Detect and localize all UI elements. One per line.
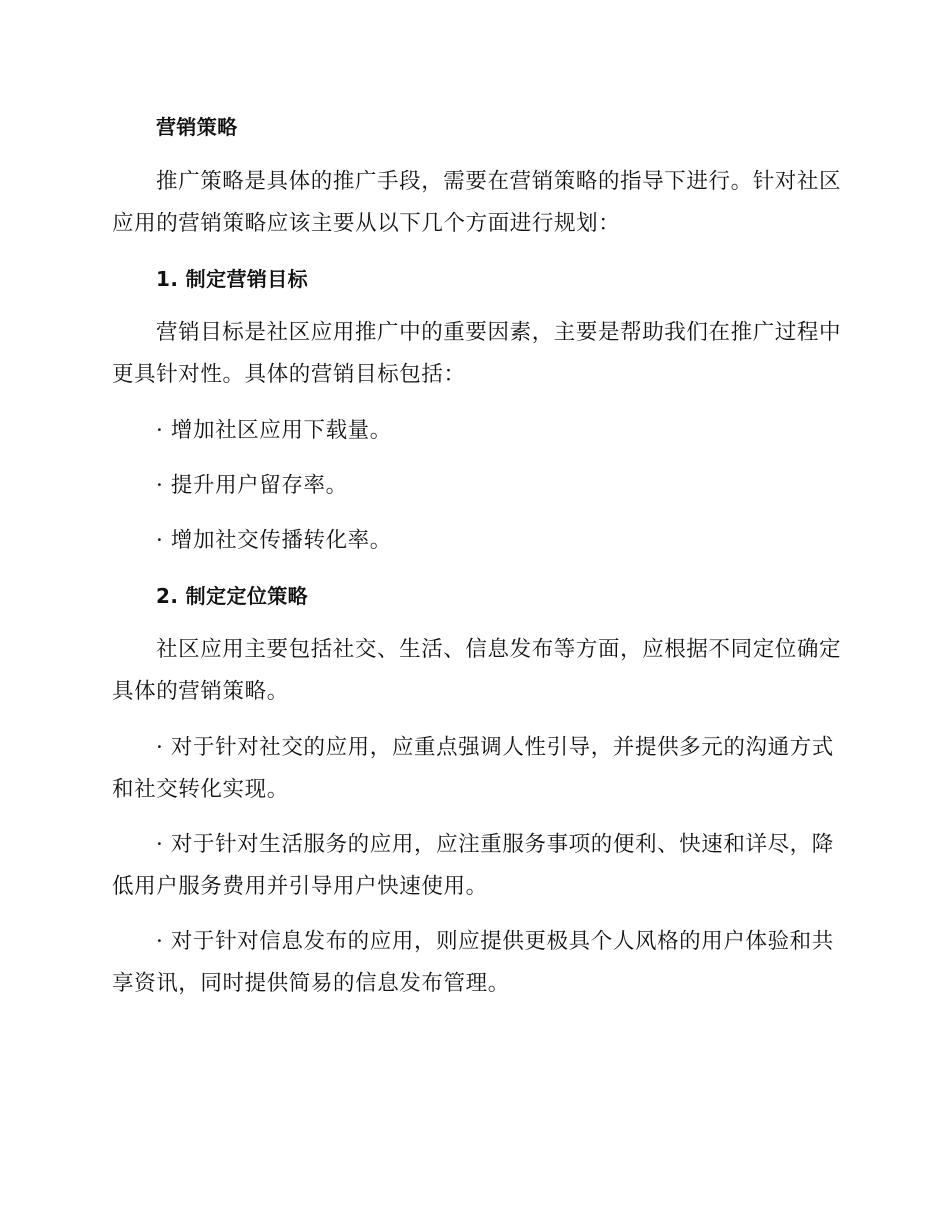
positioning-bullet-social-line: 和社交转化实现。 bbox=[112, 777, 289, 802]
goals-paragraph-line: 营销目标是社区应用推广中的重要因素，主要是帮助我们在推广过程中 bbox=[156, 320, 842, 345]
goal-bullet-item: · 增加社区应用下载量。 bbox=[156, 418, 392, 443]
subsection-heading-marketing-goals: 1. 制定营销目标 bbox=[156, 267, 309, 291]
positioning-paragraph-line: 社区应用主要包括社交、生活、信息发布等方面，应根据不同定位确定 bbox=[156, 637, 842, 662]
intro-paragraph-line: 推广策略是具体的推广手段，需要在营销策略的指导下进行。针对社区 bbox=[156, 169, 842, 194]
section-title: 营销策略 bbox=[156, 115, 238, 139]
goals-paragraph-line: 更具针对性。具体的营销目标包括： bbox=[112, 362, 466, 387]
positioning-bullet-social-line: · 对于针对社交的应用，应重点强调人性引导，并提供多元的沟通方式 bbox=[156, 735, 834, 760]
goal-bullet-item: · 提升用户留存率。 bbox=[156, 473, 348, 498]
positioning-paragraph-line: 具体的营销策略。 bbox=[112, 679, 289, 704]
positioning-bullet-life-service-line: · 对于针对生活服务的应用，应注重服务事项的便利、快速和详尽，降 bbox=[156, 832, 834, 857]
goal-bullet-item: · 增加社交传播转化率。 bbox=[156, 528, 392, 553]
subsection-heading-positioning-strategy: 2. 制定定位策略 bbox=[156, 584, 309, 608]
positioning-bullet-info-publishing-line: 享资讯，同时提供简易的信息发布管理。 bbox=[112, 971, 510, 996]
positioning-bullet-info-publishing-line: · 对于针对信息发布的应用，则应提供更极具个人风格的用户体验和共 bbox=[156, 929, 834, 954]
intro-paragraph-line: 应用的营销策略应该主要从以下几个方面进行规划： bbox=[112, 211, 621, 236]
positioning-bullet-life-service-line: 低用户服务费用并引导用户快速使用。 bbox=[112, 874, 488, 899]
